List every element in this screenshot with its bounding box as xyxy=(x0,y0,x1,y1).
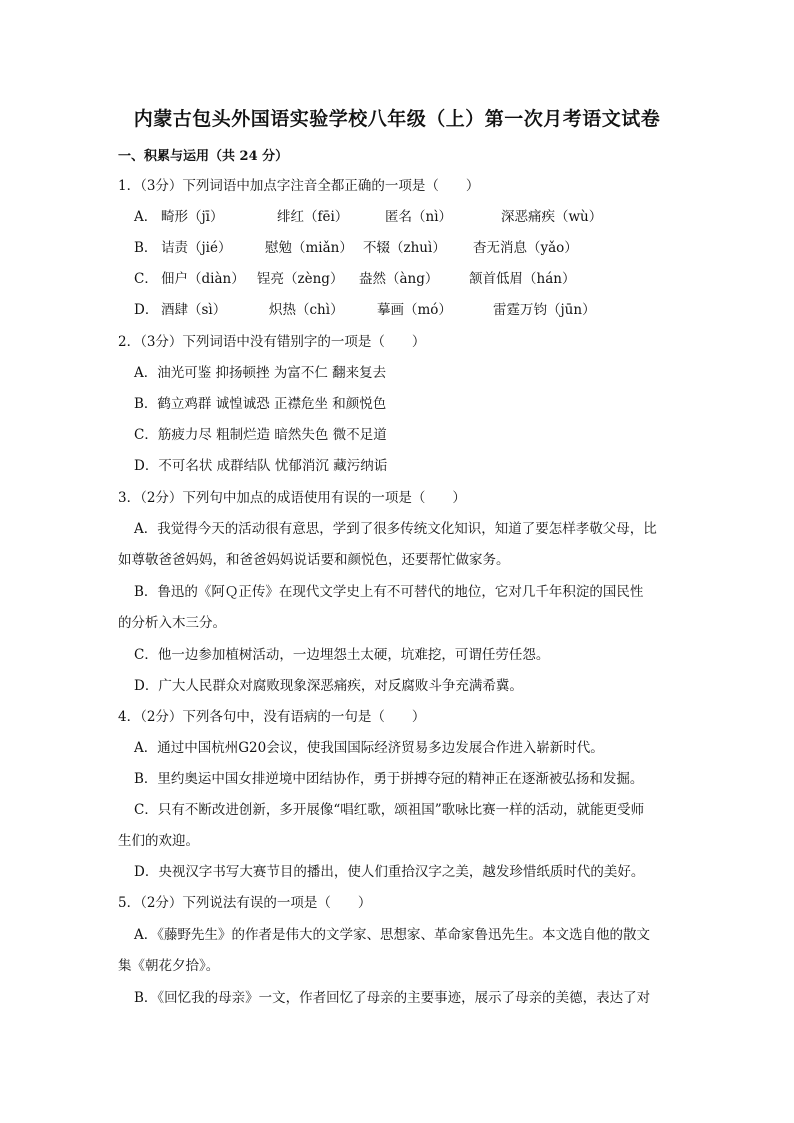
question-4-option-c: C．只有不断改进创新，多开展像“唱红歌，颂祖国”歌咏比赛一样的活动，就能更受师 xyxy=(134,802,645,818)
question-4-option-a: A．通过中国杭州G20会议，使我国国际经济贸易多边发展合作进入崭新时代。 xyxy=(134,740,604,756)
question-3-option-a: A．我觉得今天的活动很有意思，学到了很多传统文化知识，知道了要怎样孝敬父母，比 xyxy=(134,521,657,537)
question-2-option-c: C．筋疲力尽 粗制烂造 暗然失色 微不足道 xyxy=(134,427,387,443)
question-4-option-d: D．央视汉字书写大赛节目的播出，使人们重拾汉字之美，越发珍惜纸质时代的美好。 xyxy=(134,864,645,880)
option-item: 酒肆（sì） xyxy=(161,302,227,318)
option-item: 炽热（chì） xyxy=(269,302,344,318)
question-1-stem: 1．（3分）下列词语中加点字注音全都正确的一项是（ ） xyxy=(118,178,480,194)
option-item: 诘责（jié） xyxy=(161,240,232,256)
question-3-option-b: B．鲁迅的《阿Ｑ正传》在现代文学史上有不可替代的地位，它对几千年积淀的国民性 xyxy=(134,584,644,600)
question-3-option-b-cont: 的分析入木三分。 xyxy=(118,615,226,631)
option-item: 慰勉（miǎn） xyxy=(265,240,353,256)
page-title: 内蒙古包头外国语实验学校八年级（上）第一次月考语文试卷 xyxy=(133,108,661,130)
question-2-stem: 2．（3分）下列词语中没有错别字的一项是（ ） xyxy=(118,334,426,350)
question-3-option-c: C．他一边参加植树活动，一边埋怨土太硬，坑难挖，可谓任劳任怨。 xyxy=(134,647,550,663)
question-4-option-b: B．里约奥运中国女排逆境中团结协作，勇于拼搏夺冠的精神正在逐渐被弘扬和发掘。 xyxy=(134,771,644,787)
option-item: 深恶痛疾（wù） xyxy=(501,209,603,225)
question-3-option-a-cont: 如尊敬爸爸妈妈，和爸爸妈妈说话要和颜悦色，还要帮忙做家务。 xyxy=(118,552,510,568)
option-item: 摹画（mó） xyxy=(377,302,452,318)
question-3-stem: 3．（2分）下列句中加点的成语使用有误的一项是（ ） xyxy=(118,490,466,506)
option-item: 杳无消息（yǎo） xyxy=(473,240,578,256)
question-2-option-b: B．鹤立鸡群 诚惶诚恐 正襟危坐 和颜悦色 xyxy=(134,396,387,412)
question-5-stem: 5．（2分）下列说法有误的一项是（ ） xyxy=(118,895,372,911)
option-item: 锃亮（zèng） xyxy=(257,271,344,287)
section-heading: 一、积累与运用（共 24 分） xyxy=(118,149,289,164)
option-label: B． xyxy=(134,240,158,256)
option-item: 匿名（nì） xyxy=(385,209,453,225)
option-item: 颔首低眉（hán） xyxy=(469,271,576,287)
option-item: 畸形（jī） xyxy=(161,209,224,225)
option-item: 雷霆万钧（jūn） xyxy=(493,302,596,318)
question-2-option-a: A．油光可鉴 抑扬顿挫 为富不仁 翻来复去 xyxy=(134,365,387,381)
option-label: A． xyxy=(134,209,158,225)
option-label: D． xyxy=(134,302,159,318)
question-2-option-d: D．不可名状 成群结队 忧郁消沉 藏污纳诟 xyxy=(134,458,388,474)
question-5-option-b: B．《回忆我的母亲》一文，作者回忆了母亲的主要事迹，展示了母亲的美德，表达了对 xyxy=(134,990,651,1006)
question-5-option-a: A．《藤野先生》的作者是伟大的文学家、思想家、革命家鲁迅先生。本文选自他的散文 xyxy=(134,927,650,943)
question-5-option-a-cont: 集《朝花夕拾》。 xyxy=(118,958,220,974)
option-item: 盎然（àng） xyxy=(359,271,439,287)
option-label: C． xyxy=(134,271,158,287)
question-4-stem: 4．（2分）下列各句中，没有语病的一句是（ ） xyxy=(118,709,426,725)
option-item: 绯红（fēi） xyxy=(277,209,349,225)
option-item: 佃户（diàn） xyxy=(161,271,245,287)
question-4-option-c-cont: 生们的欢迎。 xyxy=(118,833,199,849)
question-3-option-d: D．广大人民群众对腐败现象深恶痛疾，对反腐败斗争充满希冀。 xyxy=(134,678,523,694)
option-item: 不辍（zhuì） xyxy=(363,240,446,256)
